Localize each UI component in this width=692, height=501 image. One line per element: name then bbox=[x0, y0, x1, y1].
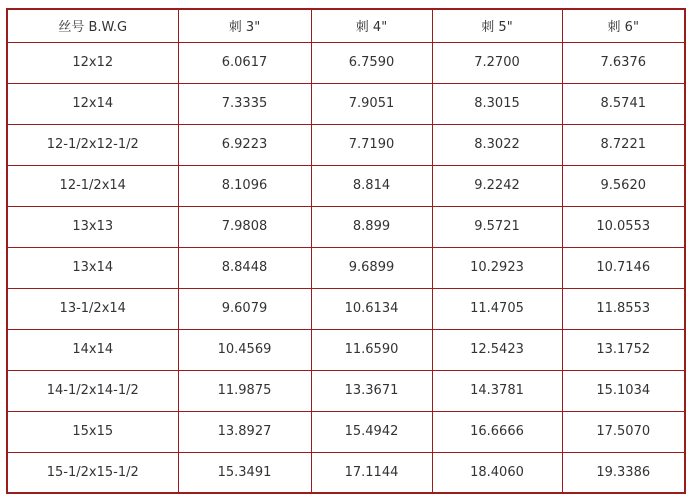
bwg-cell: 13x14 bbox=[7, 247, 178, 288]
bwg-cell: 12-1/2x12-1/2 bbox=[7, 124, 178, 165]
table-row bbox=[7, 247, 685, 288]
weight-cell: 10.6134 bbox=[311, 288, 432, 329]
weight-cell: 9.5620 bbox=[562, 165, 685, 206]
column-header-barb-4: 刺 4" bbox=[311, 9, 432, 42]
table-row bbox=[7, 124, 685, 165]
weight-cell: 7.7190 bbox=[311, 124, 432, 165]
weight-cell: 14.3781 bbox=[432, 370, 562, 411]
bwg-cell: 15x15 bbox=[7, 411, 178, 452]
weight-cell: 10.7146 bbox=[562, 247, 685, 288]
weight-cell: 8.3022 bbox=[432, 124, 562, 165]
weight-cell: 6.9223 bbox=[178, 124, 311, 165]
column-header-barb-6: 刺 6" bbox=[562, 9, 685, 42]
weight-cell: 18.4060 bbox=[432, 452, 562, 493]
column-header-bwg: 丝号 B.W.G bbox=[7, 9, 178, 42]
weight-cell: 17.5070 bbox=[562, 411, 685, 452]
weight-cell: 8.7221 bbox=[562, 124, 685, 165]
weight-cell: 15.1034 bbox=[562, 370, 685, 411]
column-header-barb-3: 刺 3" bbox=[178, 9, 311, 42]
table-row bbox=[7, 206, 685, 247]
bwg-cell: 12x14 bbox=[7, 83, 178, 124]
bwg-cell: 12-1/2x14 bbox=[7, 165, 178, 206]
table-row bbox=[7, 165, 685, 206]
bwg-cell: 14-1/2x14-1/2 bbox=[7, 370, 178, 411]
weight-cell: 13.1752 bbox=[562, 329, 685, 370]
weight-cell: 13.3671 bbox=[311, 370, 432, 411]
bwg-cell: 13-1/2x14 bbox=[7, 288, 178, 329]
table-header bbox=[7, 9, 685, 42]
table-row bbox=[7, 452, 685, 493]
weight-cell: 7.6376 bbox=[562, 42, 685, 83]
weight-cell: 9.5721 bbox=[432, 206, 562, 247]
weight-cell: 10.2923 bbox=[432, 247, 562, 288]
weight-cell: 9.2242 bbox=[432, 165, 562, 206]
weight-cell: 11.8553 bbox=[562, 288, 685, 329]
weight-cell: 12.5423 bbox=[432, 329, 562, 370]
bwg-cell: 15-1/2x15-1/2 bbox=[7, 452, 178, 493]
weight-cell: 11.9875 bbox=[178, 370, 311, 411]
weight-cell: 8.5741 bbox=[562, 83, 685, 124]
table-body bbox=[7, 42, 685, 493]
weight-cell: 8.3015 bbox=[432, 83, 562, 124]
column-header-barb-5: 刺 5" bbox=[432, 9, 562, 42]
weight-cell: 7.3335 bbox=[178, 83, 311, 124]
bwg-cell: 13x13 bbox=[7, 206, 178, 247]
weight-cell: 8.899 bbox=[311, 206, 432, 247]
weight-cell: 6.7590 bbox=[311, 42, 432, 83]
table-row bbox=[7, 329, 685, 370]
header-row bbox=[7, 9, 685, 42]
weight-cell: 17.1144 bbox=[311, 452, 432, 493]
weight-cell: 10.4569 bbox=[178, 329, 311, 370]
table-row bbox=[7, 42, 685, 83]
weight-cell: 9.6899 bbox=[311, 247, 432, 288]
bwg-cell: 14x14 bbox=[7, 329, 178, 370]
weight-cell: 15.3491 bbox=[178, 452, 311, 493]
weight-cell: 6.0617 bbox=[178, 42, 311, 83]
weight-cell: 7.2700 bbox=[432, 42, 562, 83]
weight-cell: 11.6590 bbox=[311, 329, 432, 370]
weight-cell: 13.8927 bbox=[178, 411, 311, 452]
weight-cell: 16.6666 bbox=[432, 411, 562, 452]
weight-cell: 19.3386 bbox=[562, 452, 685, 493]
weight-cell: 8.8448 bbox=[178, 247, 311, 288]
weight-cell: 7.9808 bbox=[178, 206, 311, 247]
weight-cell: 8.1096 bbox=[178, 165, 311, 206]
weight-cell: 11.4705 bbox=[432, 288, 562, 329]
weight-cell: 8.814 bbox=[311, 165, 432, 206]
table-row bbox=[7, 288, 685, 329]
table-row bbox=[7, 83, 685, 124]
weight-cell: 15.4942 bbox=[311, 411, 432, 452]
table-row bbox=[7, 370, 685, 411]
weight-cell: 7.9051 bbox=[311, 83, 432, 124]
weight-cell: 10.0553 bbox=[562, 206, 685, 247]
weight-cell: 9.6079 bbox=[178, 288, 311, 329]
table-row bbox=[7, 411, 685, 452]
bwg-cell: 12x12 bbox=[7, 42, 178, 83]
bwg-spec-table bbox=[6, 8, 686, 494]
